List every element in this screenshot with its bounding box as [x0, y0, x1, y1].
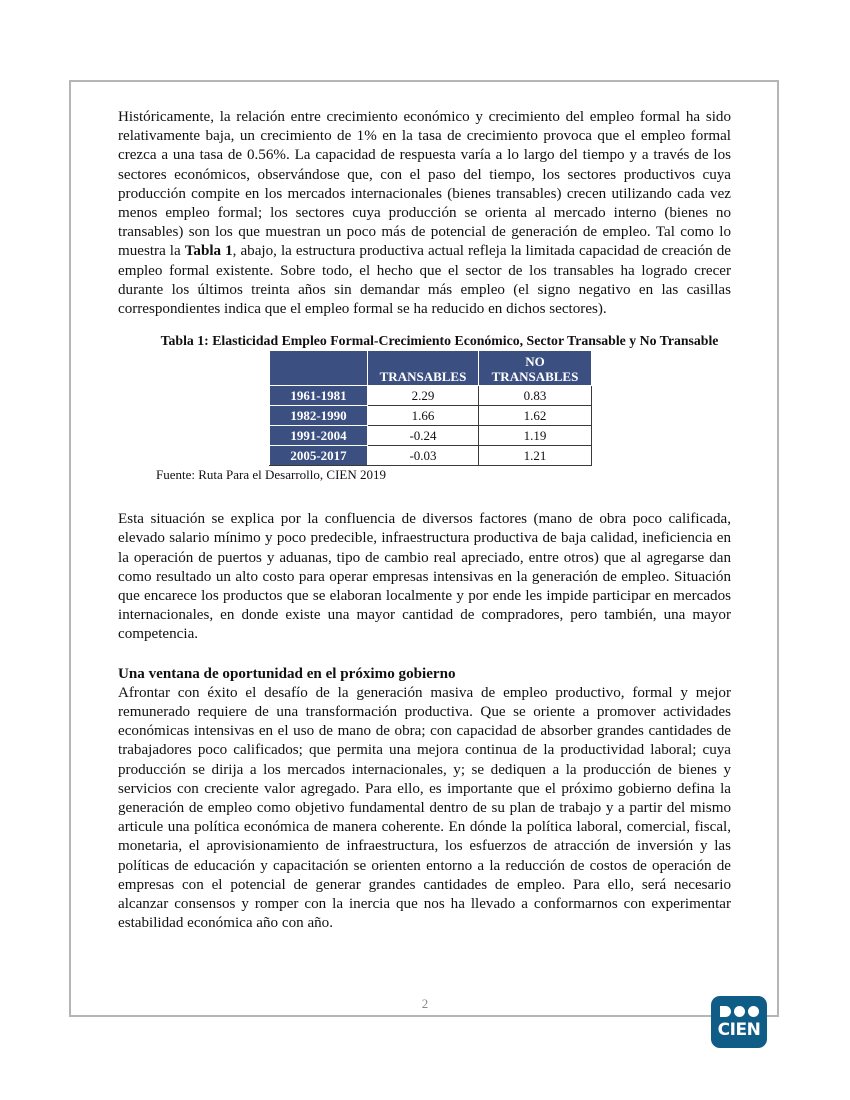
paragraph-intro-text-a: Históricamente, la relación entre crecimiento económico y crecimiento del empleo formal ha sido relativamente baja, un crecimiento de 1% en la tasa de crecimiento provoca que el empleo formal crezca a una tasa de 0.56%. La capacidad de respuesta varía a lo largo del tiempo y a través de los sectores económicos, observándose que, con el paso del tiempo, los sectores productivos cuya producción compite en los mercados internacionales (bienes transables) crecen utilizando cada vez menos empleo formal; los sectores cuya producción se orienta al mercado interno (bienes no transables) son los que muestran un poco más de potencial de generación de empleo. Tal como lo muestra la: [118, 109, 731, 260]
table-header-no-transables: NO TRANSABLES: [479, 351, 592, 386]
page-number: 2: [421, 996, 429, 1011]
cien-logo: [711, 996, 767, 1048]
cell-no-transables: 1.62: [479, 406, 592, 426]
cell-transables: -0.03: [368, 446, 479, 466]
table-container: [269, 350, 731, 466]
paragraph-factors: Esta situación se explica por la confluencia de diversos factores (mano de obra poco calificada, elevado salario mínimo y poco predecible, infraestructura productiva de baja calidad, ineficiencia en la operación de puertos y aduanas, tipo de cambio real apreciado, entre otros) que al agregarse dan como resultado un alto costo para operar empresas intensivas en la generación de empleo. Situación que encarece los productos que se elaboran localmente y por ende les impide participar en mercados internacionales, en donde existe una mayor cantidad de compradores, pero también, una mayor competencia.: [118, 511, 731, 643]
table-row: [270, 446, 592, 466]
cell-no-transables: 0.83: [479, 386, 592, 406]
paragraph-intro: [118, 108, 731, 319]
elasticity-table: [269, 350, 592, 466]
row-period: 1991-2004: [270, 426, 368, 446]
table-row: [270, 386, 592, 406]
table-source: Fuente: Ruta Para el Desarrollo, CIEN 2019: [156, 467, 386, 483]
paragraph-intro-text-b: , abajo, la estructura productiva actual refleja la limitada capacidad de creación de empleo formal existente. Sobre todo, el hecho que el sector de los transables ha logrado crecer durante los últimos treinta años sin demandar más empleo (el signo negativo en las casillas correspondientes indica que el empleo formal se ha reducido en dichos sectores).: [118, 243, 731, 318]
cell-transables: 2.29: [368, 386, 479, 406]
table-caption: Tabla 1: Elasticidad Empleo Formal-Crecimiento Económico, Sector Transable y No Transable: [160, 333, 719, 349]
table-reference-bold: Tabla 1: [184, 243, 233, 260]
cell-transables: -0.24: [368, 426, 479, 446]
row-period: 1961-1981: [270, 386, 368, 406]
table-header-corner: [270, 351, 368, 386]
section-title: Una ventana de oportunidad en el próximo gobierno: [118, 665, 456, 682]
cell-transables: 1.66: [368, 406, 479, 426]
row-period: 1982-1990: [270, 406, 368, 426]
paragraph-opportunity: Afrontar con éxito el desafío de la generación masiva de empleo productivo, formal y mejor remunerado requiere de una transformación productiva. Que se oriente a promover actividades económicas intensivas en el uso de mano de obra; con capacidad de absorber grandes cantidades de trabajadores poco calificados; que permita una mejora continua de la productividad laboral; cuya producción se dirija a los mercados internacionales, y; se dediquen a la producción de bienes y servicios con creciente valor agregado. Para ello, es importante que el próximo gobierno defina la generación de empleo como objetivo fundamental dentro de su plan de trabajo y a partir del mismo articule una política económica de manera coherente. En dónde la política laboral, comercial, fiscal, monetaria, el aprovisionamiento de infraestructura, los esfuerzos de atracción de inversión y las políticas de educación y capacitación se orienten entorno a la reducción de costos de operación de empresas con el potencial de generar grandes cantidades de empleo. Para ello, será necesario alcanzar consensos y romper con la inercia que nos ha llevado a conformarnos con experimentar estabilidad económica año con año.: [118, 684, 731, 932]
table-header-transables: TRANSABLES: [368, 351, 479, 386]
document-content: [118, 108, 731, 934]
table-header-row: [270, 351, 592, 386]
table-row: [270, 406, 592, 426]
logo-text: CIEN: [717, 1020, 761, 1040]
table-row: [270, 426, 592, 446]
row-period: 2005-2017: [270, 446, 368, 466]
cell-no-transables: 1.19: [479, 426, 592, 446]
logo-dots-icon: [720, 1006, 759, 1017]
cell-no-transables: 1.21: [479, 446, 592, 466]
